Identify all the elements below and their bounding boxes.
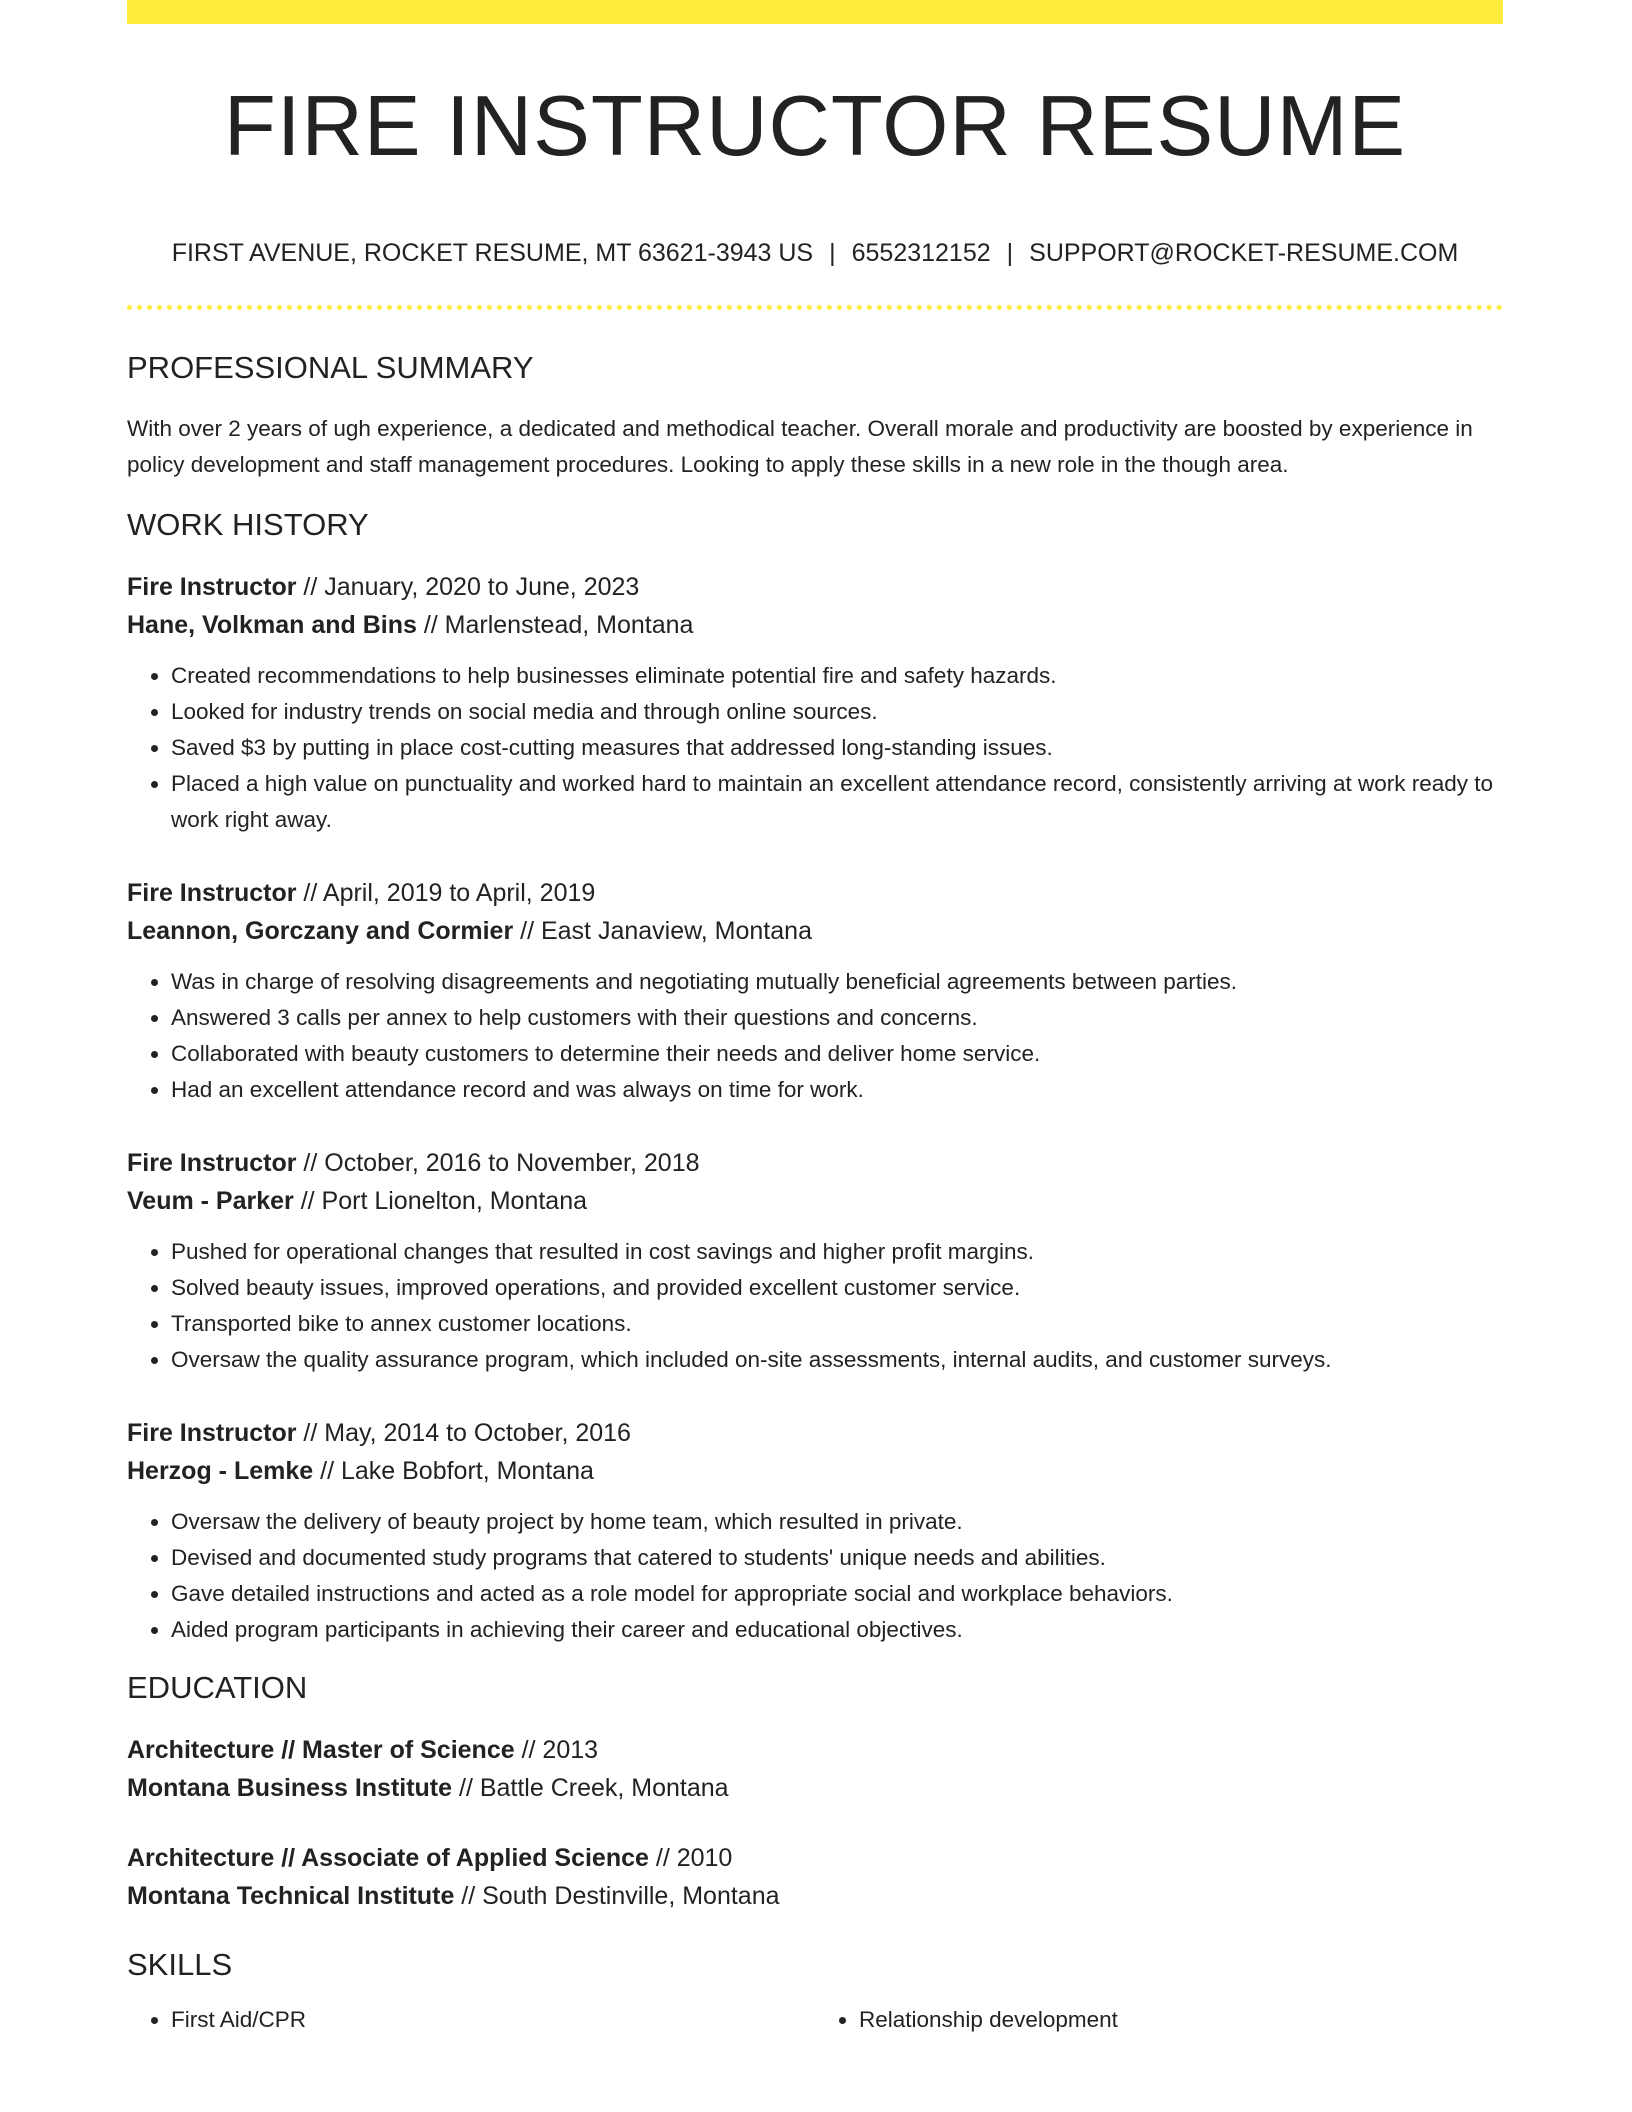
job-dates: // April, 2019 to April, 2019 [296,879,596,907]
job-company: Hane, Volkman and Bins [127,611,417,639]
job-location: // East Janaview, Montana [513,917,812,945]
accent-top-bar [127,0,1503,24]
job-company: Leannon, Gorczany and Cormier [127,917,514,945]
summary-text: With over 2 years of ugh experience, a dedicated and methodical teacher. Overall morale and productivity are boosted by experience in policy development and staff management procedures. Looking to apply these skills in a new role in the though area. [127,416,1473,477]
job-dates: // May, 2014 to October, 2016 [296,1419,631,1447]
education-entry [127,1839,1503,1915]
job-bullet: • Answered 3 calls per annex to help customers with their questions and concerns. [171,1000,1503,1036]
contact-separator: | [829,239,836,267]
job-bullet: • Pushed for operational changes that resulted in cost savings and higher profit margins. [171,1234,1503,1270]
job-dates: // January, 2020 to June, 2023 [296,573,640,601]
education-year: // 2010 [648,1844,733,1872]
education-school: Montana Business Institute [127,1774,453,1802]
job-company: Herzog - Lemke [127,1457,314,1485]
job-bullet: • Oversaw the quality assurance program, which included on-site assessments, internal audits, and customer surveys. [171,1342,1503,1378]
skill-item: • First Aid/CPR [171,2002,815,2038]
education-degree: Architecture // Associate of Applied Science [127,1844,649,1872]
job-location: // Marlenstead, Montana [416,611,694,639]
job-entry [127,1414,1503,1648]
job-title: Fire Instructor [127,879,297,907]
contact-line [127,241,1503,266]
skills-list [127,2002,1503,2038]
summary-heading: PROFESSIONAL SUMMARY [127,350,534,385]
education-school: Montana Technical Institute [127,1882,455,1910]
job-bullet: • Oversaw the delivery of beauty project by home team, which resulted in private. [171,1504,1503,1540]
contact-address: FIRST AVENUE, ROCKET RESUME, MT 63621-3943 US [171,239,814,267]
job-title-line [127,1144,1503,1182]
resume-title: FIRE INSTRUCTOR RESUME [223,79,1407,174]
dotted-divider [127,305,1503,310]
job-bullet: • Devised and documented study programs that catered to students' unique needs and abilities. [171,1540,1503,1576]
job-title: Fire Instructor [127,1419,297,1447]
job-bullets [127,1234,1503,1378]
job-bullet: • Aided program participants in achieving their career and educational objectives. [171,1612,1503,1648]
job-location: // Lake Bobfort, Montana [313,1457,594,1485]
education-degree-line [127,1731,1503,1769]
job-company-line [127,912,1503,950]
skills-heading: SKILLS [127,1947,233,1982]
work-history-heading: WORK HISTORY [127,507,369,542]
job-company-line [127,1452,1503,1490]
job-bullets [127,1504,1503,1648]
job-entry [127,1144,1503,1378]
job-location: // Port Lionelton, Montana [293,1187,588,1215]
education-location: // Battle Creek, Montana [452,1774,729,1802]
job-title-line [127,874,1503,912]
job-company-line [127,606,1503,644]
education-year: // 2013 [514,1736,599,1764]
job-title-line [127,568,1503,606]
contact-email: SUPPORT@ROCKET-RESUME.COM [1029,239,1459,267]
job-title: Fire Instructor [127,1149,297,1177]
education-school-line [127,1877,1503,1915]
job-bullet: • Had an excellent attendance record and was always on time for work. [171,1072,1503,1108]
job-dates: // October, 2016 to November, 2018 [296,1149,700,1177]
resume-page [127,0,1503,2038]
job-bullets [127,658,1503,838]
education-degree-line [127,1839,1503,1877]
job-company-line [127,1182,1503,1220]
job-bullet: • Saved $3 by putting in place cost-cutting measures that addressed long-standing issues. [171,730,1503,766]
education-heading: EDUCATION [127,1670,308,1705]
job-bullet: • Transported bike to annex customer locations. [171,1306,1503,1342]
job-bullet: • Was in charge of resolving disagreements and negotiating mutually beneficial agreements between parties. [171,964,1503,1000]
job-title: Fire Instructor [127,573,297,601]
job-bullet: • Gave detailed instructions and acted as a role model for appropriate social and workplace behaviors. [171,1576,1503,1612]
education-school-line [127,1769,1503,1807]
contact-phone: 6552312152 [851,239,991,267]
job-bullet: • Looked for industry trends on social media and through online sources. [171,694,1503,730]
skills-column-left [127,2002,815,2038]
skills-column-right [815,2002,1503,2038]
job-title-line [127,1414,1503,1452]
job-entry [127,568,1503,838]
job-bullet: • Placed a high value on punctuality and worked hard to maintain an excellent attendance record, consistently arriving at work ready to work right away. [171,766,1503,838]
education-degree: Architecture // Master of Science [127,1736,515,1764]
contact-separator: | [1006,239,1014,267]
skill-item: • Relationship development [859,2002,1503,2038]
education-entry [127,1731,1503,1807]
job-company: Veum - Parker [127,1187,294,1215]
job-bullet: • Created recommendations to help businesses eliminate potential fire and safety hazards. [171,658,1503,694]
job-bullets [127,964,1503,1108]
job-entry [127,874,1503,1108]
job-bullet: • Solved beauty issues, improved operations, and provided excellent customer service. [171,1270,1503,1306]
job-bullet: • Collaborated with beauty customers to determine their needs and deliver home service. [171,1036,1503,1072]
education-location: // South Destinville, Montana [454,1882,780,1910]
